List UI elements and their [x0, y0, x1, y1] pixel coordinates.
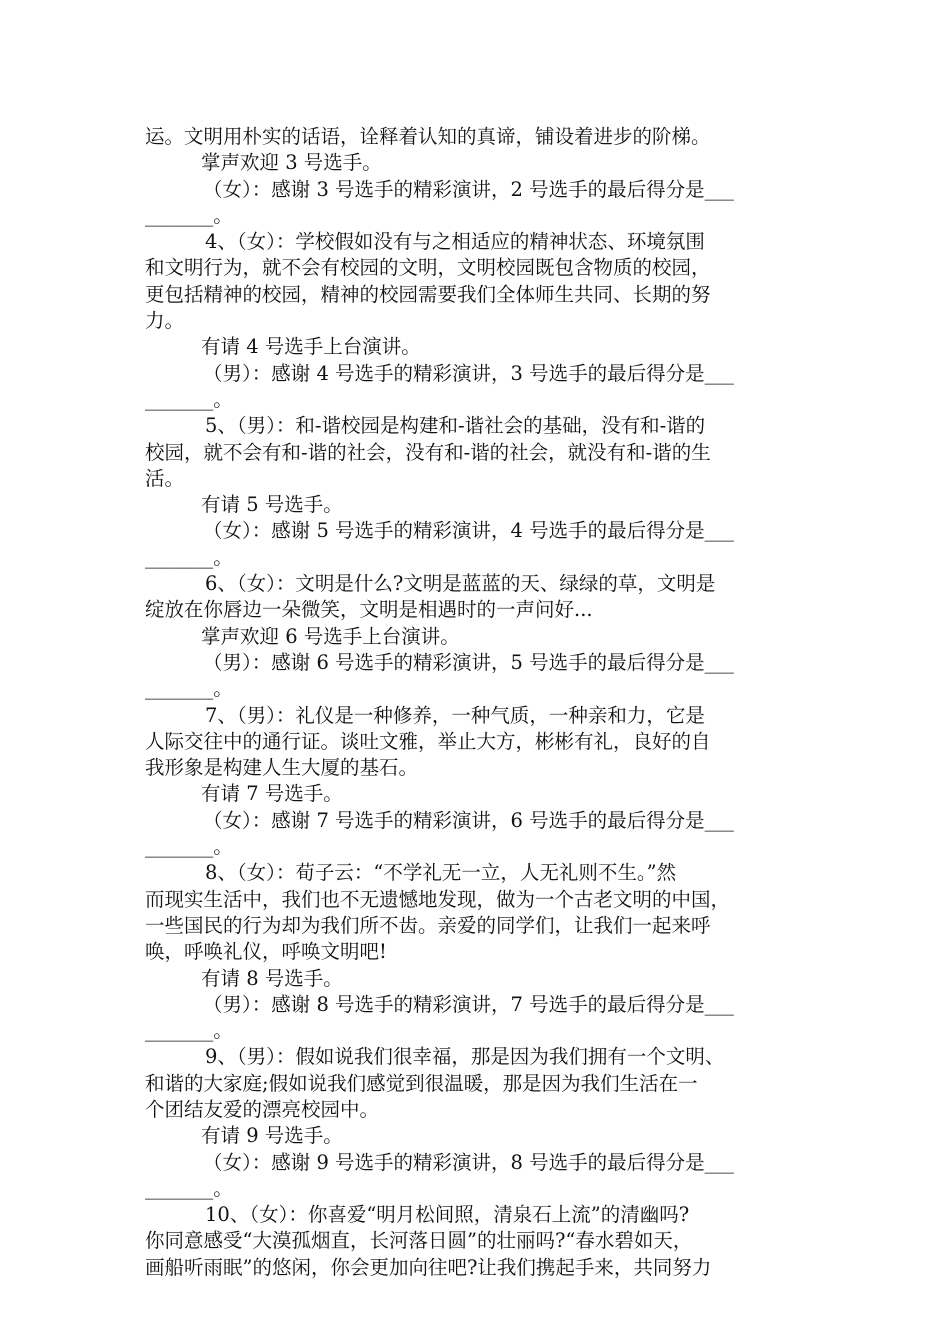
text-line: 校园，就不会有和-谐的社会，没有和-谐的社会，就没有和-谐的生 — [145, 440, 711, 464]
text-line: 唤，呼唤礼仪，呼唤文明吧! — [145, 940, 387, 964]
text-line: （女）：感谢 7 号选手的精彩演讲，6 号选手的最后得分是___ — [203, 808, 734, 832]
text-line: 有请 8 号选手。 — [201, 966, 343, 990]
text-line: 有请 5 号选手。 — [201, 493, 343, 517]
text-line: 一些国民的行为却为我们所不齿。亲爱的同学们，让我们一起来呼 — [145, 913, 711, 937]
text-line: _______。 — [145, 1176, 233, 1200]
text-line: _______。 — [145, 1019, 233, 1043]
text-line: （男）：感谢 4 号选手的精彩演讲，3 号选手的最后得分是___ — [203, 361, 734, 385]
text-line: 掌声欢迎 3 号选手。 — [201, 151, 382, 175]
text-line: 4、（女）：学校假如没有与之相适应的精神状态、环境氛围 — [205, 230, 705, 254]
text-line: （女）：感谢 9 号选手的精彩演讲，8 号选手的最后得分是___ — [203, 1150, 734, 1174]
document-page — [145, 124, 815, 1281]
text-line: 而现实生活中，我们也不无遗憾地发现，做为一个古老文明的中国， — [145, 887, 731, 911]
text-line: 和文明行为，就不会有校园的文明，文明校园既包含物质的校园， — [145, 256, 711, 280]
text-line: 更包括精神的校园，精神的校园需要我们全体师生共同、长期的努 — [145, 282, 711, 306]
text-line: 力。 — [145, 309, 185, 333]
text-line: _______。 — [145, 677, 233, 701]
text-line: （女）：感谢 3 号选手的精彩演讲，2 号选手的最后得分是___ — [203, 177, 734, 201]
text-line: 6、（女）：文明是什么?文明是蓝蓝的天、绿绿的草，文明是 — [205, 572, 716, 596]
text-line: 活。 — [145, 466, 185, 490]
text-line: （女）：感谢 5 号选手的精彩演讲，4 号选手的最后得分是___ — [203, 519, 734, 543]
text-line: _______。 — [145, 835, 233, 859]
text-line: 有请 7 号选手。 — [201, 782, 343, 806]
text-line: _______。 — [145, 545, 233, 569]
text-line: 个团结友爱的漂亮校园中。 — [145, 1097, 380, 1121]
text-line: 我形象是构建人生大厦的基石。 — [145, 756, 419, 780]
text-line: 10、（女）：你喜爱“明月松间照，清泉石上流”的清幽吗? — [205, 1203, 690, 1227]
text-line: 和谐的大家庭;假如说我们感觉到很温暖，那是因为我们生活在一 — [145, 1071, 698, 1095]
text-line: 画船听雨眠”的悠闲，你会更加向往吧?让我们携起手来，共同努力 — [145, 1255, 712, 1279]
text-line: 人际交往中的通行证。谈吐文雅，举止大方，彬彬有礼，良好的自 — [145, 729, 711, 753]
text-line: 5、（男）：和-谐校园是构建和-谐社会的基础，没有和-谐的 — [205, 414, 706, 438]
text-line: 掌声欢迎 6 号选手上台演讲。 — [201, 624, 460, 648]
text-line: 你同意感受“大漠孤烟直，长河落日圆”的壮丽吗?“春水碧如天， — [145, 1229, 693, 1253]
text-line: （男）：感谢 6 号选手的精彩演讲，5 号选手的最后得分是___ — [203, 650, 734, 674]
text-line: 绽放在你唇边一朵微笑，文明是相遇时的一声问好... — [145, 598, 593, 622]
text-line: （男）：感谢 8 号选手的精彩演讲，7 号选手的最后得分是___ — [203, 992, 734, 1016]
text-line: _______。 — [145, 203, 233, 227]
text-line: 有请 4 号选手上台演讲。 — [201, 335, 421, 359]
text-line: 运。文明用朴实的话语，诠释着认知的真谛，铺设着进步的阶梯。 — [145, 125, 711, 148]
text-line: 有请 9 号选手。 — [201, 1124, 343, 1148]
text-line: 8、（女）：荀子云：“不学礼无一立，人无礼则不生。”然 — [205, 861, 677, 885]
text-line: 9、（男）：假如说我们很幸福，那是因为我们拥有一个文明、 — [205, 1045, 725, 1069]
text-line: 7、（男）：礼仪是一种修养，一种气质，一种亲和力，它是 — [205, 703, 705, 727]
text-line: _______。 — [145, 387, 233, 411]
